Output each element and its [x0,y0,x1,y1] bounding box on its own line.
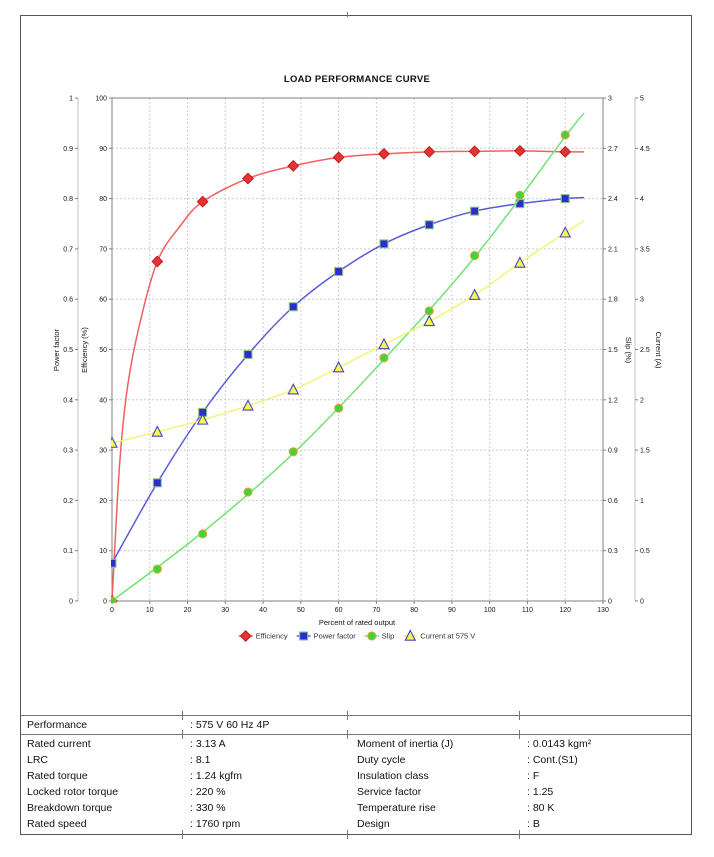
spec-label: Rated current [27,738,91,750]
svg-text:2.5: 2.5 [640,347,650,354]
svg-text:100: 100 [483,607,496,614]
table-row [21,736,691,752]
spec-value: : 3.13 A [190,738,226,750]
axis-titles [52,327,663,627]
svg-text:1.2: 1.2 [608,397,618,405]
table-row [21,784,691,800]
series-efficiency [107,146,584,607]
spec-label: Duty cycle [357,754,406,766]
axes [63,96,650,615]
legend-item-current-at-575-v [403,631,475,641]
svg-text:1.5: 1.5 [640,447,650,455]
slip-axis-title: Slip (%) [624,336,633,364]
svg-text:0.9: 0.9 [608,447,618,455]
svg-text:2.7: 2.7 [608,145,618,153]
legend-label: Efficiency [255,631,288,641]
svg-text:2: 2 [640,397,644,405]
svg-text:130: 130 [597,607,609,614]
svg-text:30: 30 [221,607,230,614]
spec-label: Moment of inertia (J) [357,738,454,750]
spec-label: Rated speed [27,818,87,830]
spec-value: : 80 K [527,802,555,814]
svg-text:0: 0 [608,598,612,606]
svg-text:100: 100 [95,95,107,103]
svg-text:1.5: 1.5 [608,347,618,354]
load-performance-chart [21,16,691,712]
spec-label: Service factor [357,786,422,798]
legend-label: Slip [381,631,395,641]
legend-item-power-factor [297,632,357,641]
table-row [21,816,691,832]
spec-value: : F [527,770,540,782]
table-row [21,800,691,816]
current-axis-title: Current (A) [654,331,663,369]
legend-item-efficiency [239,631,288,641]
gridlines [112,98,603,601]
table-row [21,768,691,784]
svg-text:60: 60 [334,607,343,614]
svg-text:2.1: 2.1 [608,246,618,254]
svg-text:60: 60 [99,296,107,304]
svg-text:90: 90 [99,145,107,153]
svg-text:4.5: 4.5 [640,145,650,153]
spec-value: : 575 V 60 Hz 4P [190,719,270,731]
svg-text:0.9: 0.9 [63,145,73,153]
svg-text:0.7: 0.7 [63,246,73,254]
svg-text:1: 1 [640,497,644,505]
legend-label: Power factor [313,631,356,641]
spec-value: : 220 % [190,786,226,798]
legend-item-slip [365,632,395,641]
svg-text:10: 10 [145,607,154,614]
svg-text:0.3: 0.3 [608,548,618,556]
chart-title: LOAD PERFORMANCE CURVE [283,74,431,85]
svg-text:70: 70 [372,607,381,614]
svg-text:40: 40 [259,607,267,614]
spec-label: LRC [27,754,49,766]
performance-row [21,716,691,734]
spec-value: : B [527,818,540,830]
series-slip [108,113,584,605]
spec-label: Rated torque [27,770,88,782]
svg-text:50: 50 [296,607,305,614]
spec-value: : 8.1 [190,754,211,766]
svg-text:4: 4 [640,196,644,204]
power-factor-axis-title: Power factor [52,328,61,372]
table-row [21,752,691,768]
spec-value: : 1.24 kgfm [190,770,242,782]
spec-value: : 330 % [190,802,226,814]
svg-text:50: 50 [99,347,107,354]
svg-text:40: 40 [99,397,107,405]
svg-text:0: 0 [110,607,114,614]
svg-text:3: 3 [608,95,612,103]
divider-tick [347,12,348,17]
svg-text:1: 1 [69,95,73,103]
legend-label: Current at 575 V [420,631,476,641]
series-current-at-575-v [107,221,584,448]
svg-text:0.6: 0.6 [63,296,73,304]
svg-text:20: 20 [183,607,192,614]
spec-value: : 1.25 [527,786,554,798]
svg-text:80: 80 [99,196,107,204]
spec-label: Breakdown torque [27,802,113,814]
svg-text:3.5: 3.5 [640,246,650,254]
svg-text:30: 30 [99,447,107,455]
svg-text:0: 0 [103,598,107,606]
svg-text:0.4: 0.4 [63,397,73,405]
svg-text:0: 0 [640,598,644,606]
svg-text:0.1: 0.1 [63,548,73,556]
efficiency-axis-title: Efficiency (%) [80,327,89,373]
svg-text:0.3: 0.3 [63,447,73,455]
svg-text:120: 120 [559,607,572,614]
spec-label: Performance [27,719,88,731]
x-axis-title: Percent of rated output [318,618,396,627]
series-power-factor [108,195,584,568]
svg-text:70: 70 [99,246,107,254]
svg-text:0.5: 0.5 [63,347,73,354]
svg-text:5: 5 [640,95,644,103]
series-curves [107,113,584,606]
spec-label: Design [357,818,390,830]
spec-label: Temperature rise [357,802,436,814]
svg-text:2.4: 2.4 [608,196,618,204]
legend [239,631,476,642]
svg-text:1.8: 1.8 [608,296,618,304]
spec-label: Insulation class [357,770,429,782]
spec-label: Locked rotor torque [27,786,119,798]
report-frame [20,15,692,835]
spec-value: : Cont.(S1) [527,754,578,766]
svg-text:110: 110 [521,607,534,614]
svg-text:0.6: 0.6 [608,497,618,505]
svg-text:90: 90 [448,607,456,614]
spec-value: : 1760 rpm [190,818,241,830]
svg-text:0.8: 0.8 [63,196,73,204]
svg-text:0: 0 [69,598,73,606]
svg-text:3: 3 [640,296,644,304]
svg-text:0.5: 0.5 [640,548,650,556]
svg-text:20: 20 [99,497,107,505]
svg-text:0.2: 0.2 [63,497,73,505]
svg-text:80: 80 [410,607,419,614]
spec-value: : 0.0143 kgm² [527,738,592,750]
table-rule-mid [21,734,691,735]
svg-text:10: 10 [99,548,107,556]
